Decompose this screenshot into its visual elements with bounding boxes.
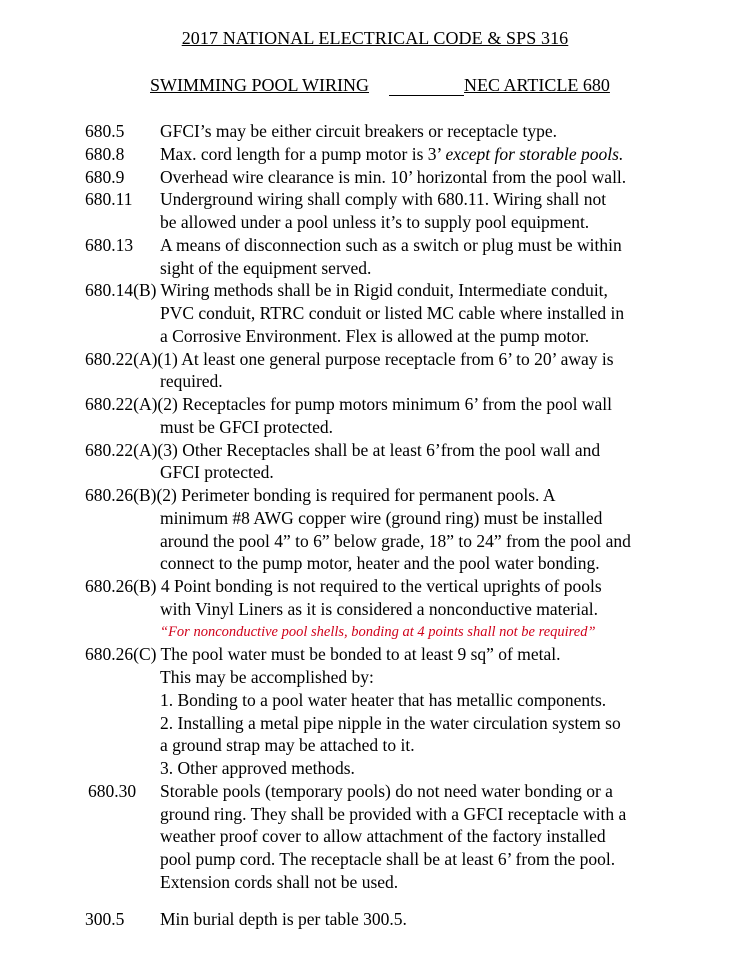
entry-text	[160, 166, 626, 189]
entry-text: a Corrosive Environment. Flex is allowed at the pump motor.	[160, 325, 590, 346]
entry-text-main: Max. cord length for a pump motor is 3’	[160, 143, 446, 164]
entry-line	[85, 575, 602, 598]
entry-text: 4 Point bonding is not required to the vertical uprights of pools	[160, 576, 602, 596]
entry-text	[160, 143, 623, 166]
entry-text: ground ring. They shall be provided with a GFCI receptacle with a	[160, 803, 627, 824]
entry-text: minimum #8 AWG copper wire (ground ring) must be installed	[160, 507, 603, 528]
code-entry	[0, 143, 750, 166]
code-entries	[0, 120, 750, 894]
code-quote-note: “For nonconductive pool shells, bonding at 4 points shall not be required”	[160, 623, 596, 640]
entry-text: Other Receptacles shall be at least 6’from the pool wall and	[182, 439, 601, 460]
subtitle-underline-gap	[389, 95, 464, 96]
entry-number: 680.26(B)	[85, 576, 157, 596]
entry-number: 680.8	[85, 143, 125, 164]
footer-entry	[0, 908, 750, 931]
entry-text: GFCI protected.	[160, 462, 274, 483]
entry-text: connect to the pump motor, heater and the pool water bonding.	[160, 553, 600, 574]
entry-text: a ground strap may be attached to it.	[160, 735, 415, 756]
code-entry	[0, 166, 750, 189]
entry-text-emphasis: except for storable pools.	[445, 143, 624, 164]
entry-line	[85, 643, 560, 666]
code-entry	[0, 279, 750, 347]
entry-text: pool pump cord. The receptacle shall be at least 6’ from the pool.	[160, 849, 616, 869]
entry-text: sight of the equipment served.	[160, 257, 372, 278]
code-entry	[0, 234, 750, 280]
entry-text: Storable pools (temporary pools) do not need water bonding or a	[160, 780, 613, 801]
entry-text: with Vinyl Liners as it is considered a nonconductive material.	[160, 598, 598, 619]
entry-text	[160, 120, 557, 143]
entry-text: At least one general purpose receptacle from 6’ to 20’ away is	[181, 348, 614, 369]
code-entry	[0, 780, 750, 894]
code-entry	[0, 188, 750, 234]
entry-text: Perimeter bonding is required for permanent pools. A	[181, 485, 556, 505]
entry-text: 1. Bonding to a pool water heater that has metallic components.	[160, 689, 607, 710]
entry-text: weather proof cover to allow attachment of the factory installed	[160, 826, 606, 847]
entry-number: 680.26(B)(2)	[85, 485, 177, 505]
subtitle	[0, 75, 750, 99]
code-entry	[0, 575, 750, 643]
code-entry	[0, 484, 750, 575]
code-entry	[0, 439, 750, 485]
entry-text: required.	[160, 371, 223, 392]
entry-line	[85, 484, 555, 507]
subtitle-right: NEC ARTICLE 680	[464, 75, 610, 95]
entry-line	[85, 279, 608, 302]
entry-text: This may be accomplished by:	[160, 667, 374, 687]
entry-text: The pool water must be bonded to at least 9 sq” of metal.	[160, 644, 561, 665]
code-entry	[0, 120, 750, 143]
code-entry	[0, 643, 750, 780]
entry-number: 680.13	[85, 234, 134, 255]
entry-text: 2. Installing a metal pipe nipple in the water circulation system so	[160, 712, 621, 733]
entry-text: be allowed under a pool unless it’s to supply pool equipment.	[160, 212, 590, 232]
entry-text: A means of disconnection such as a switch or plug must be within	[160, 234, 622, 255]
entry-number: 300.5	[85, 909, 125, 929]
entry-number: 680.11	[85, 189, 133, 210]
entry-text: PVC conduit, RTRC conduit or listed MC cable where installed in	[160, 303, 625, 323]
entry-number: 680.9	[85, 166, 125, 187]
entry-line	[85, 393, 612, 416]
entry-number: 680.22(A)(1)	[85, 348, 178, 369]
entry-number: 680.14(B)	[85, 280, 157, 301]
entry-text: Wiring methods shall be in Rigid conduit, Intermediate conduit,	[160, 280, 608, 301]
entry-text: Min burial depth is per table 300.5.	[160, 909, 407, 929]
entry-text: must be GFCI protected.	[160, 416, 334, 437]
entry-text-main: Overhead wire clearance is min. 10’ horizontal from the pool wall.	[160, 166, 627, 187]
entry-text: around the pool 4” to 6” below grade, 18” to 24” from the pool and	[160, 530, 631, 551]
subtitle-left: SWIMMING POOL WIRING	[150, 75, 369, 95]
entry-text: Extension cords shall not be used.	[160, 871, 399, 892]
entry-text: Underground wiring shall comply with 680.11. Wiring shall not	[160, 189, 607, 210]
entry-line	[85, 348, 614, 371]
code-entry	[0, 348, 750, 394]
entry-number: 680.22(A)(3)	[85, 439, 178, 460]
entry-number: 680.30	[88, 780, 137, 801]
entry-text-main: GFCI’s may be either circuit breakers or receptacle type.	[160, 121, 557, 141]
entry-text: 3. Other approved methods.	[160, 758, 355, 778]
code-entry	[0, 393, 750, 439]
entry-line	[85, 439, 600, 462]
entry-number: 680.26(C)	[85, 644, 157, 665]
entry-number: 680.22(A)(2)	[85, 394, 178, 414]
page-title: 2017 NATIONAL ELECTRICAL CODE & SPS 316	[181, 28, 569, 48]
entry-text: Receptacles for pump motors minimum 6’ from the pool wall	[182, 394, 612, 414]
entry-number: 680.5	[85, 121, 125, 141]
